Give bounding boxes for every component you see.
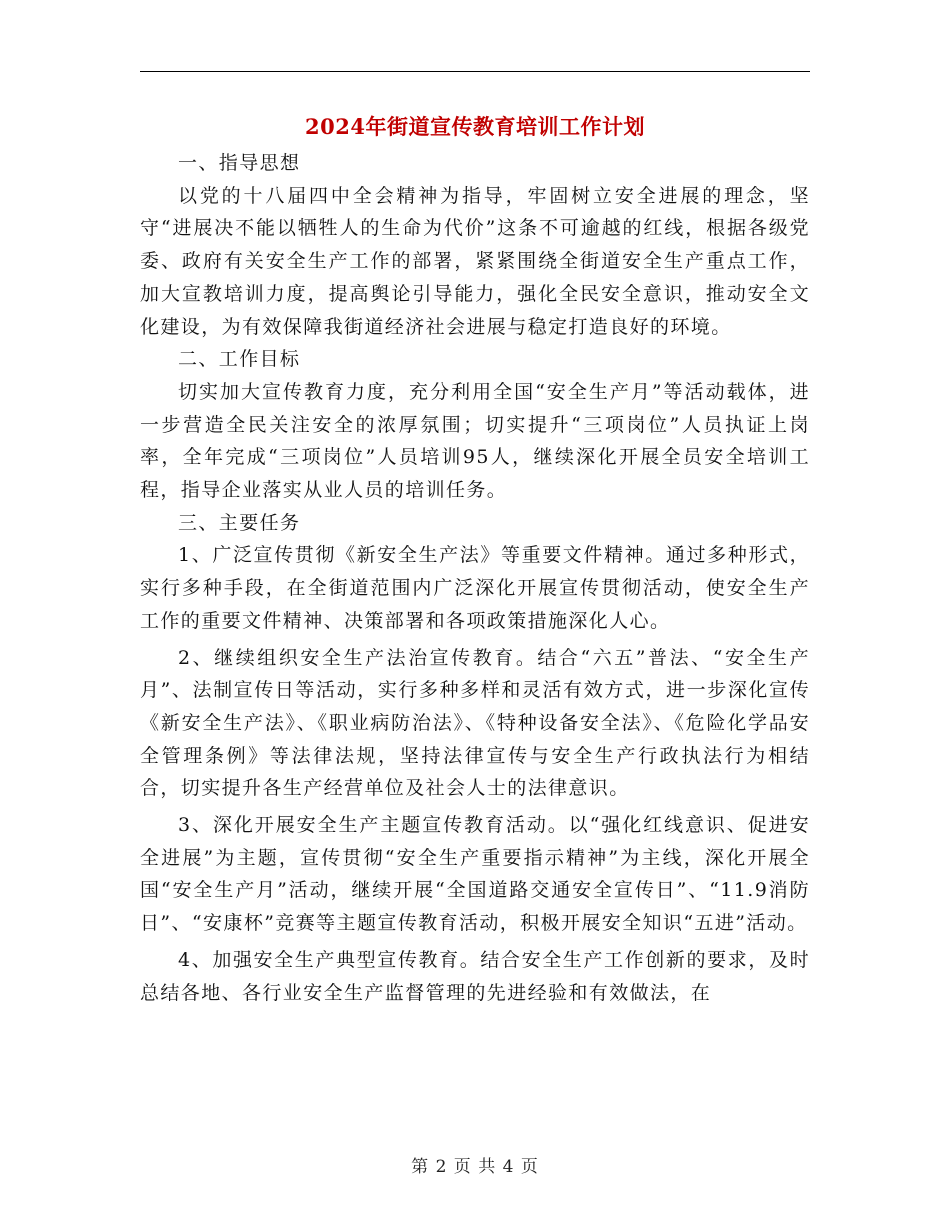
paragraph-task-3: 3、深化开展安全生产主题宣传教育活动。以“强化红线意识、促进安全进展”为主题，宣传贯彻“安全生产重要指示精神”为主线，深化开展全国“安全生产月”活动，继续开展“全国道路交通安全宣传日”、“11.9消防日”、“安康杯”竞赛等主题宣传教育活动，积极开展安全知识“五进”活动。: [140, 814, 810, 935]
document-body: [140, 147, 810, 1009]
paragraph-work-goals: 切实加大宣传教育力度，充分利用全国“安全生产月”等活动载体，进一步营造全民关注安全的浓厚氛围；切实提升“三项岗位”人员执证上岗率，全年完成“三项岗位”人员培训95人，继续深化开展全员安全培训工程，指导企业落实从业人员的培训任务。: [140, 380, 810, 502]
section-heading-main-tasks: 三、主要任务: [178, 511, 301, 534]
paragraph-guiding-ideology: 以党的十八届四中全会精神为指导，牢固树立安全进展的理念，坚守“进展决不能以牺牲人的生命为代价”这条不可逾越的红线，根据各级党委、政府有关安全生产工作的部署，紧紧围绕全街道安全生产重点工作，加大宣教培训力度，提高舆论引导能力，强化全民安全意识，推动安全文化建设，为有效保障我街道经济社会进展与稳定打造良好的环境。: [140, 184, 810, 338]
document-title: 2024年街道宣传教育培训工作计划: [305, 114, 645, 139]
page-footer: 第 2 页 共 4 页: [411, 1157, 539, 1177]
section-heading-work-goals: 二、工作目标: [178, 348, 301, 371]
paragraph-task-4: 4、加强安全生产典型宣传教育。结合安全生产工作创新的要求，及时总结各地、各行业安全生产监督管理的先进经验和有效做法，在: [140, 948, 810, 1004]
paragraph-task-1: 1、广泛宣传贯彻《新安全生产法》等重要文件精神。通过多种形式，实行多种手段，在全街道范围内广泛深化开展宣传贯彻活动，使安全生产工作的重要文件精神、决策部署和各项政策措施深化人心。: [140, 544, 810, 632]
header-rule: [140, 71, 810, 72]
section-heading-guiding-ideology: 一、指导思想: [178, 152, 301, 174]
paragraph-task-2: 2、继续组织安全生产法治宣传教育。结合“六五”普法、“安全生产月”、法制宣传日等活动，实行多种多样和灵活有效方式，进一步深化宣传《新安全生产法》、《职业病防治法》、《特种设备安全法》、《危险化学品安全管理条例》等法律法规，坚持法律宣传与安全生产行政执法行为相结合，切实提升各生产经营单位及社会人士的法律意识。: [140, 646, 810, 800]
